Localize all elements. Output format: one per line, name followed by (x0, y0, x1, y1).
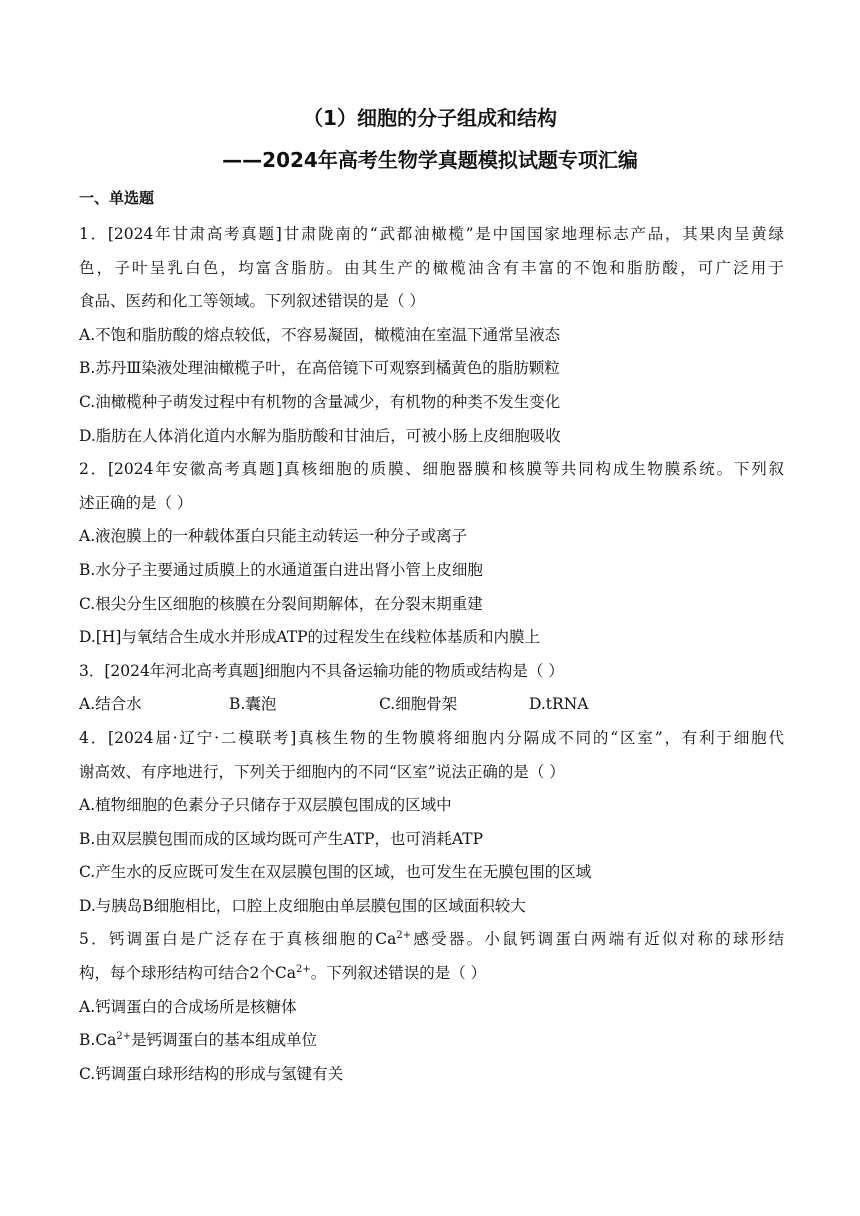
section-heading: 一、单选题 (79, 189, 155, 207)
question-5-option-b (79, 1024, 784, 1058)
question-2-option-a: A.液泡膜上的一种载体蛋白只能主动转运一种分子或离子 (79, 527, 468, 546)
question-2-stem-line-2: 述正确的是（ ） (79, 493, 193, 512)
superscript-charge: 2+ (295, 964, 311, 976)
question-4-stem-line-2: 谢高效、有序地进行，下列关于细胞内的不同“区室”说法正确的是（ ） (79, 762, 565, 781)
question-1-stem-line-3: 食品、医药和化工等领域。下列叙述错误的是（ ） (79, 292, 425, 311)
superscript-charge: 2+ (396, 930, 412, 942)
question-5-option-c: C.钙调蛋白球形结构的形成与氢键有关 (79, 1064, 344, 1083)
question-2-stem-line-1: 2．[2024年安徽高考真题]真核细胞的质膜、细胞器膜和核膜等共同构成生物膜系统。下列叙 (79, 460, 784, 479)
question-5-stem-line-2 (79, 957, 784, 991)
question-4-option-b: B.由双层膜包围而成的区域均既可产生ATP，也可消耗ATP (79, 829, 484, 848)
question-1-option-b: B.苏丹Ⅲ染液处理油橄榄子叶，在高倍镜下可观察到橘黄色的脂肪颗粒 (79, 359, 560, 378)
question-1-stem-line-2: 色，子叶呈乳白色，均富含脂肪。由其生产的橄榄油含有丰富的不饱和脂肪酸，可广泛用于 (79, 258, 784, 277)
question-3-option-a: A.结合水 (79, 695, 142, 714)
question-5-option-a: A.钙调蛋白的合成场所是核糖体 (79, 997, 297, 1016)
question-4-option-c: C.产生水的反应既可发生在双层膜包围的区域，也可发生在无膜包围的区域 (79, 863, 592, 882)
question-3-stem-line-1: 3．[2024年河北高考真题]细胞内不具备运输功能的物质或结构是（ ） (79, 661, 564, 680)
question-1-option-c: C.油橄榄种子萌发过程中有机物的含量减少，有机物的种类不发生变化 (79, 392, 561, 411)
question-3-option-d: D.tRNA (529, 695, 589, 714)
question-1-option-d: D.脂肪在人体消化道内水解为脂肪酸和甘油后，可被小肠上皮细胞吸收 (79, 426, 561, 445)
question-5-option-b-text-a: B.Ca (79, 1031, 117, 1050)
question-4-stem-line-1: 4．[2024届·辽宁·二模联考]真核生物的生物膜将细胞内分隔成不同的“区室”，有利于细胞代 (79, 728, 784, 747)
question-2-option-d: D.[H]与氧结合生成水并形成ATP的过程发生在线粒体基质和内膜上 (79, 628, 541, 647)
question-5-stem-line-1 (79, 923, 784, 957)
document-title: （1）细胞的分子组成和结构 (303, 106, 557, 130)
question-3-option-b: B.囊泡 (229, 695, 277, 714)
question-5-stem-line-1-text-a: 5．钙调蛋白是广泛存在于真核细胞的Ca (79, 930, 397, 949)
question-3-option-c: C.细胞骨架 (379, 695, 458, 714)
question-list (79, 218, 784, 1091)
question-3-options (79, 688, 784, 722)
question-4-option-a: A.植物细胞的色素分子只储存于双层膜包围成的区域中 (79, 796, 452, 815)
question-5-option-b-text-b: 是钙调蛋白的基本组成单位 (131, 1031, 318, 1050)
superscript-charge: 2+ (116, 1031, 132, 1043)
question-1-stem-line-1: 1．[2024年甘肃高考真题]甘肃陇南的“武都油橄榄”是中国国家地理标志产品，其果肉呈黄绿 (79, 225, 784, 243)
question-5-stem-line-2-text-b: 。下列叙述错误的是（ ） (310, 964, 487, 983)
question-5-stem-line-2-text-a: 构，每个球形结构可结合2个Ca (79, 964, 296, 983)
question-2-option-b: B.水分子主要通过质膜上的水通道蛋白进出肾小管上皮细胞 (79, 560, 483, 579)
question-1-option-a: A.不饱和脂肪酸的熔点较低，不容易凝固，橄榄油在室温下通常呈液态 (79, 325, 561, 344)
question-4-option-d: D.与胰岛B细胞相比，口腔上皮细胞由单层膜包围的区域面积较大 (79, 896, 526, 915)
document-subtitle: ——2024年高考生物学真题模拟试题专项汇编 (222, 148, 638, 172)
question-5-stem-line-1-text-b: 感受器。小鼠钙调蛋白两端有近似对称的球形结 (411, 930, 784, 949)
question-2-option-c: C.根尖分生区细胞的核膜在分裂间期解体，在分裂末期重建 (79, 594, 483, 613)
